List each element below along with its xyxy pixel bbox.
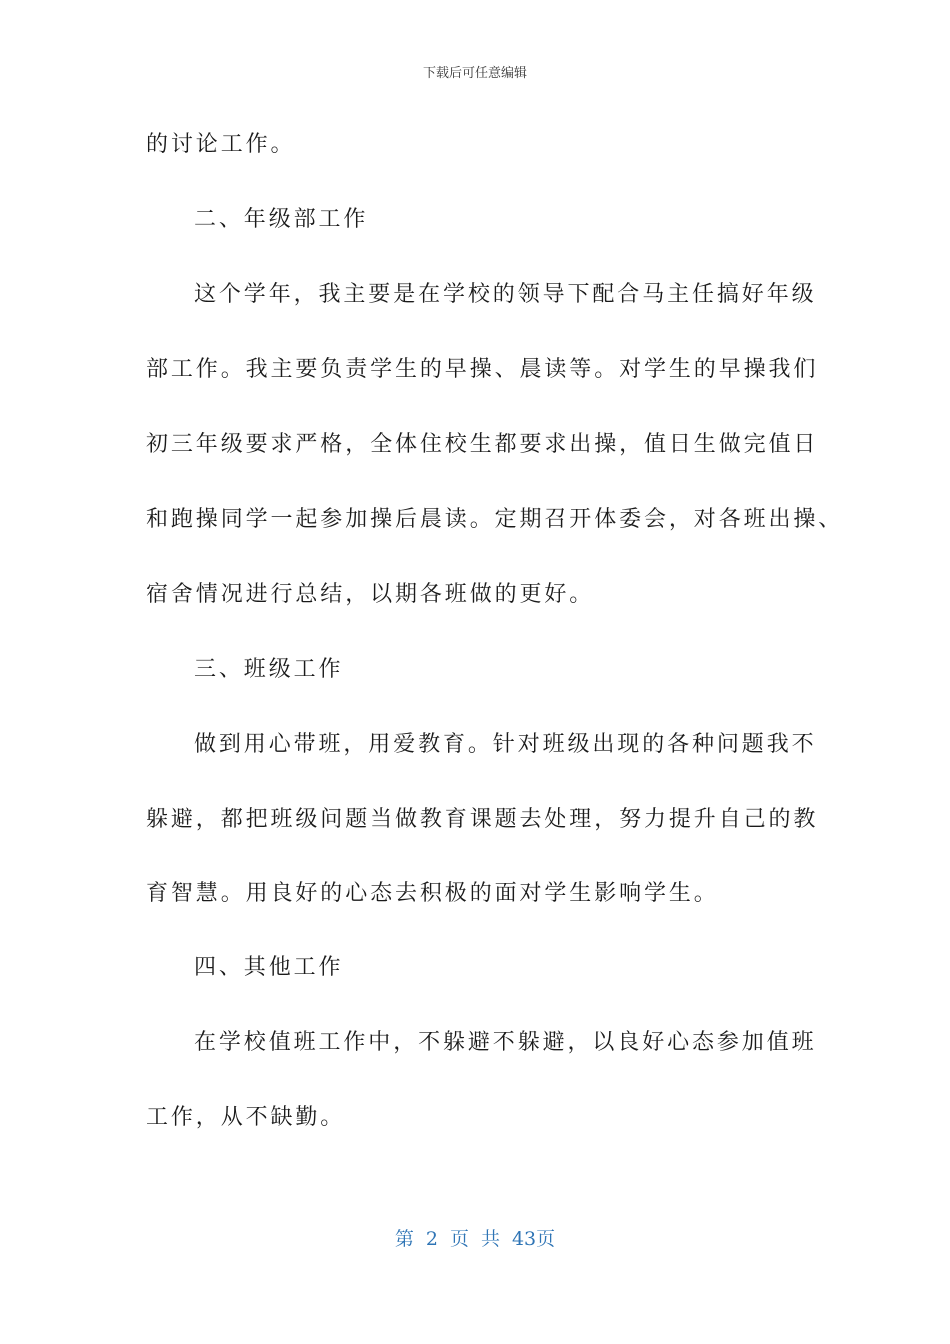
paragraph-line: 做到用心带班，用爱教育。针对班级出现的各种问题我不	[194, 732, 817, 757]
paragraph-line: 这个学年，我主要是在学校的领导下配合马主任搞好年级	[194, 282, 817, 307]
paragraph-line: 宿舍情况进行总结，以期各班做的更好。	[146, 582, 595, 607]
total-pages: 43页	[511, 1228, 556, 1250]
page-footer	[0, 1226, 950, 1252]
current-page-number: 2	[425, 1228, 438, 1250]
section-heading: 二、年级部工作	[194, 207, 369, 232]
paragraph-line: 育智慧。用良好的心态去积极的面对学生影响学生。	[146, 881, 719, 906]
footer-page-word: 页	[449, 1228, 469, 1250]
section-heading: 三、班级工作	[194, 657, 344, 682]
paragraph-line: 躲避，都把班级问题当做教育课题去处理，努力提升自己的教	[146, 807, 819, 832]
paragraph-line: 的讨论工作。	[146, 132, 296, 157]
paragraph-line: 工作，从不缺勤。	[146, 1105, 346, 1130]
section-heading: 四、其他工作	[194, 955, 344, 980]
paragraph-line: 和跑操同学一起参加操后晨读。定期召开体委会，对各班出操、	[146, 507, 844, 532]
paragraph-line: 在学校值班工作中，不躲避不躲避，以良好心态参加值班	[194, 1030, 817, 1055]
footer-total-label: 共	[480, 1228, 500, 1250]
page-header: 下载后可任意编辑	[422, 66, 527, 81]
paragraph-line: 部工作。我主要负责学生的早操、晨读等。对学生的早操我们	[146, 357, 819, 382]
paragraph-line: 初三年级要求严格，全体住校生都要求出操，值日生做完值日	[146, 432, 819, 457]
footer-prefix: 第	[394, 1228, 414, 1250]
